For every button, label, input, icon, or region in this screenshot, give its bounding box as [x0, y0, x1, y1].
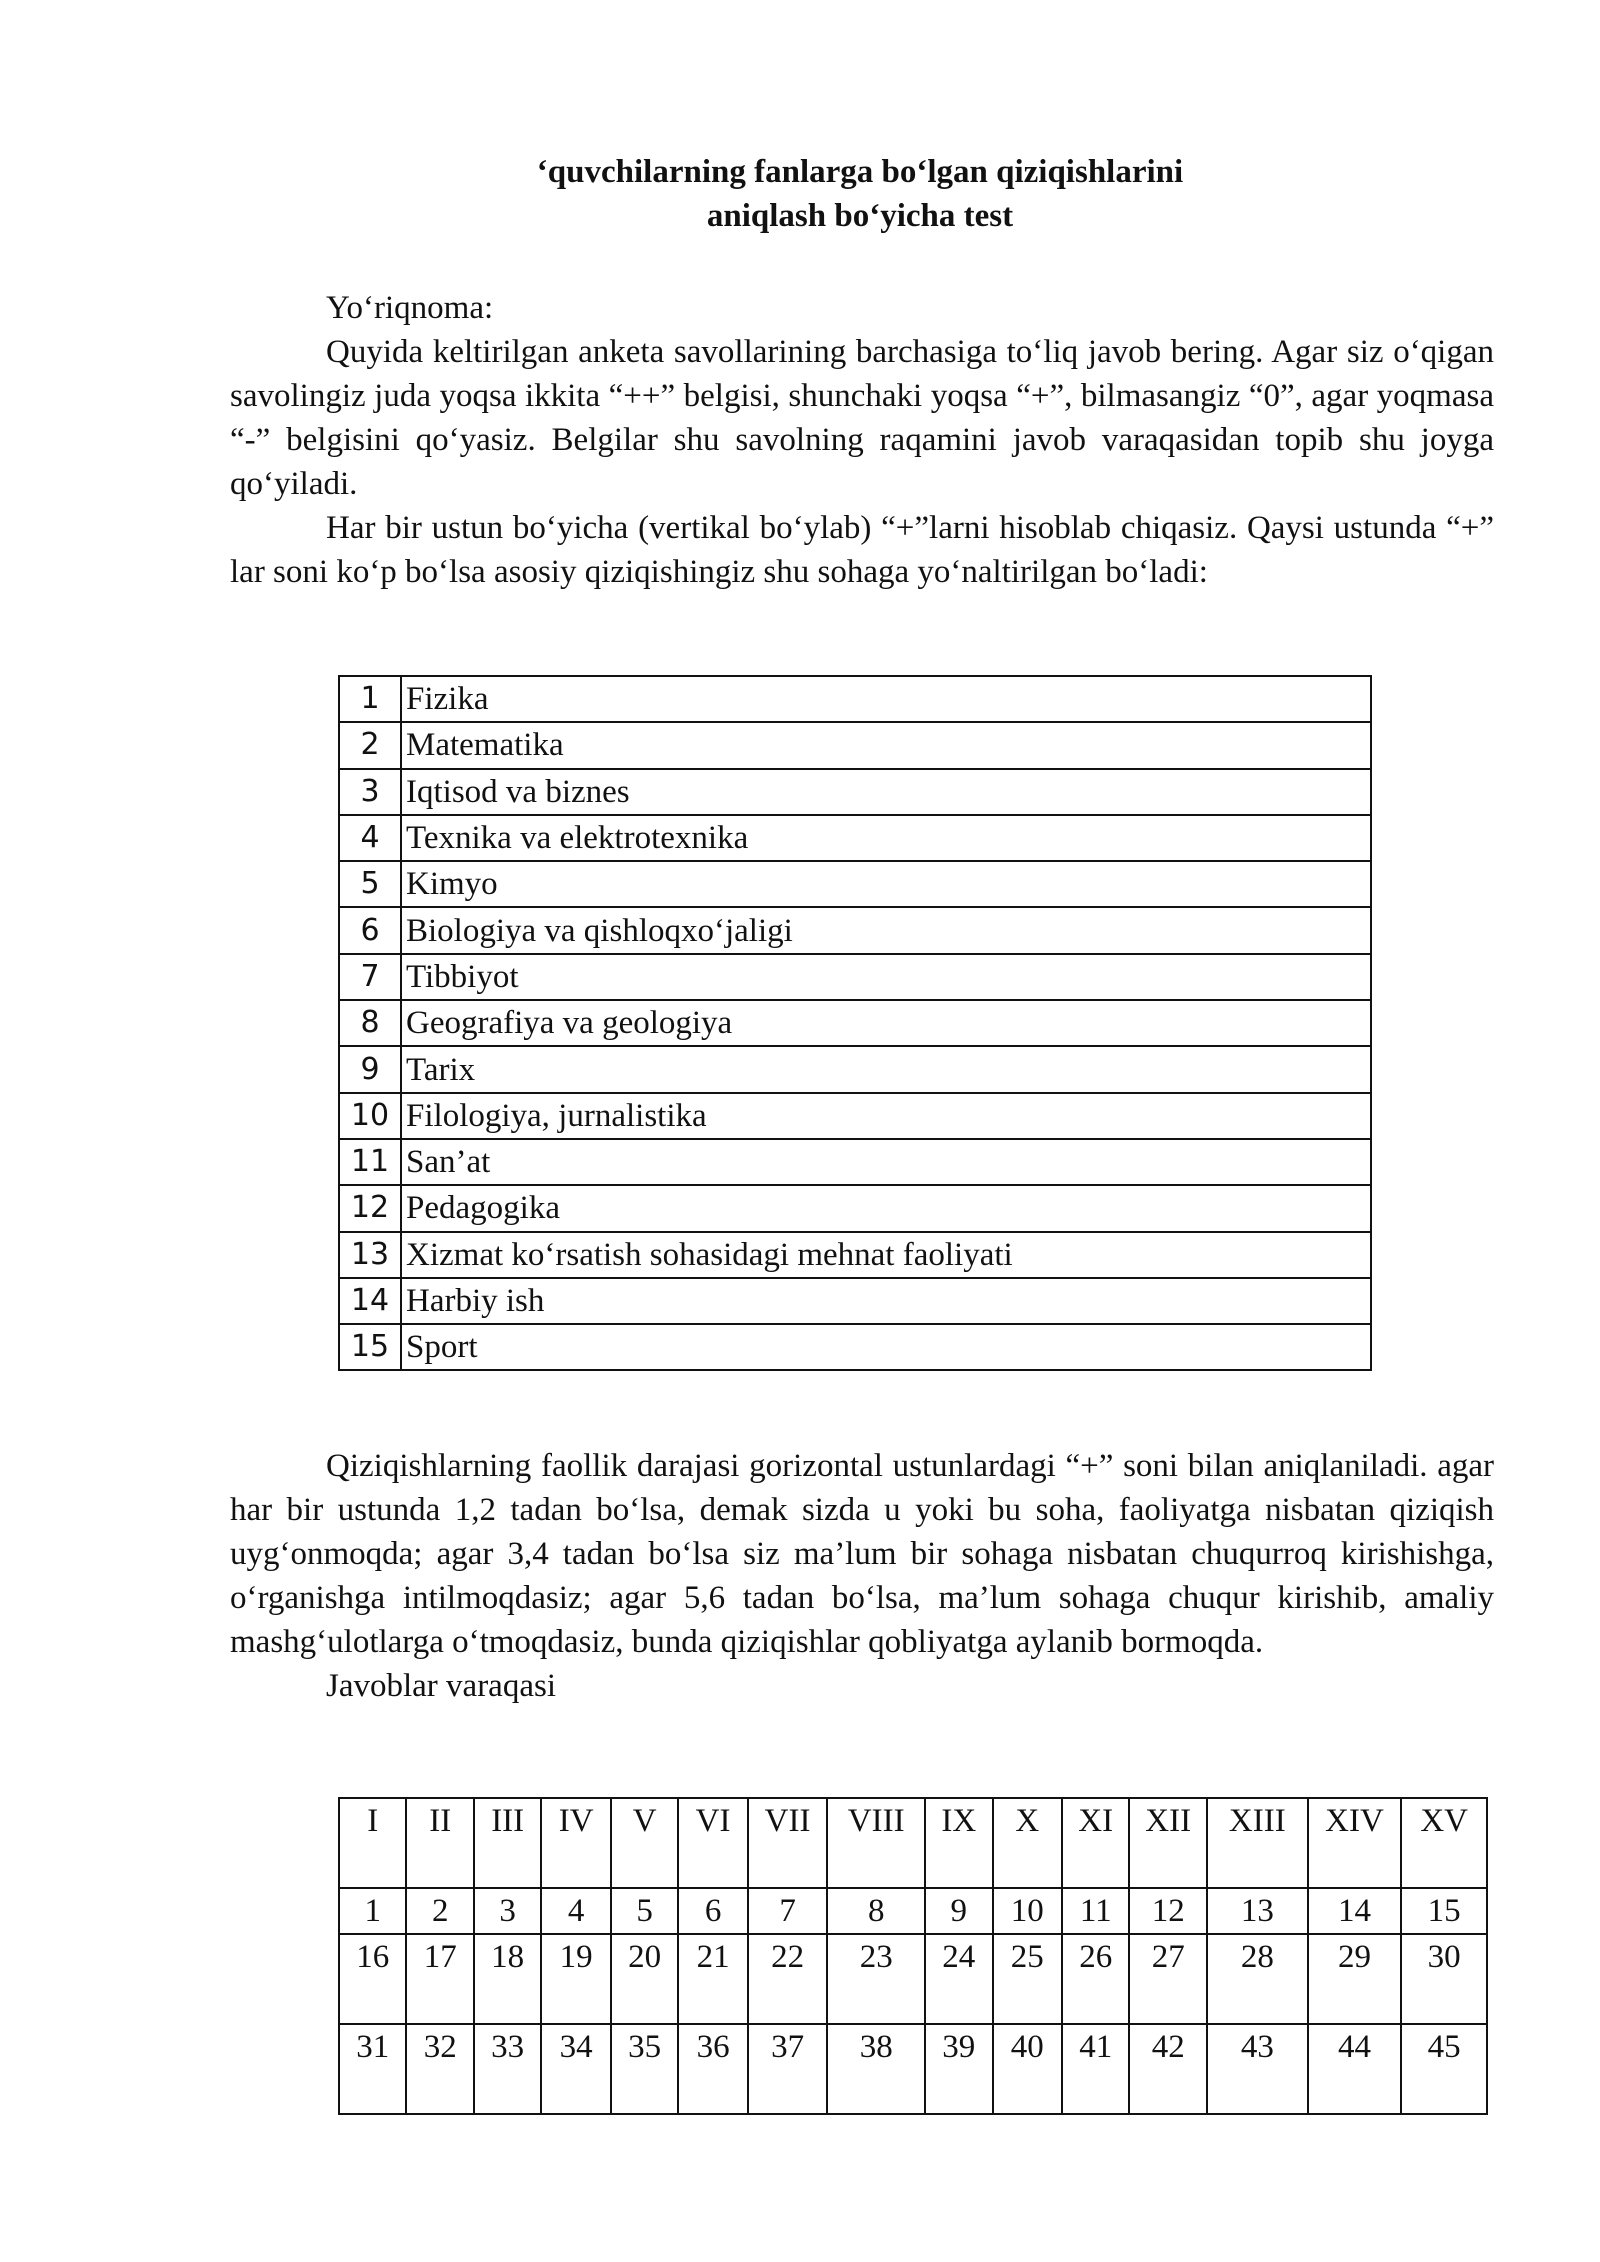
subject-number: 5 — [339, 861, 401, 907]
answer-cell: 1 — [339, 1888, 406, 1934]
column-header: X — [993, 1798, 1062, 1888]
column-header: VII — [748, 1798, 828, 1888]
column-header: XII — [1129, 1798, 1207, 1888]
subject-name: Harbiy ish — [401, 1278, 1371, 1324]
answer-sheet-label: Javoblar varaqasi — [326, 1668, 556, 1704]
instructions-paragraph-2: Har bir ustun bo‘yicha (vertikal bo‘ylab) “+”larni hisoblab chiqasiz. Qaysi ustunda “+” lar soni ko‘p bo‘lsa asosiy qiziqishingiz shu sohaga yo‘naltirilgan bo‘ladi: — [230, 510, 1494, 590]
answer-cell: 4 — [541, 1888, 610, 1934]
subject-number: 10 — [339, 1093, 401, 1139]
column-header: XI — [1062, 1798, 1129, 1888]
instructions-paragraph-1: Quyida keltirilgan anketa savollarining barchasiga to‘liq javob bering. Agar siz o‘qigan savolingiz juda yoqsa ikkita “++” belgisi, shunchaki yoqsa “+”, bilmasangiz “0”, agar yoqmasa “-” belgisini qo‘yasiz. Belgilar shu savolning raqamini javob varaqasidan topib shu joyga qo‘yiladi. — [230, 334, 1494, 502]
subject-number: 7 — [339, 954, 401, 1000]
answer-cell: 14 — [1308, 1888, 1402, 1934]
answer-cell: 21 — [678, 1934, 747, 2024]
answer-cell: 34 — [541, 2024, 610, 2114]
table-row — [339, 1139, 1371, 1185]
subject-name: Matematika — [401, 722, 1371, 768]
instructions-heading: Yo‘riqnoma: — [326, 290, 494, 326]
answer-cell: 12 — [1129, 1888, 1207, 1934]
answer-cell: 44 — [1308, 2024, 1402, 2114]
subject-name: Iqtisod va biznes — [401, 769, 1371, 815]
subject-number: 12 — [339, 1185, 401, 1231]
table-row — [339, 676, 1371, 722]
answer-cell: 24 — [925, 1934, 992, 2024]
answer-cell: 33 — [474, 2024, 541, 2114]
answer-cell: 11 — [1062, 1888, 1129, 1934]
answer-cell: 8 — [827, 1888, 925, 1934]
column-header: XIV — [1308, 1798, 1402, 1888]
table-row — [339, 1000, 1371, 1046]
subject-number: 8 — [339, 1000, 401, 1046]
column-header: V — [611, 1798, 678, 1888]
table-row — [339, 1278, 1371, 1324]
answer-cell: 26 — [1062, 1934, 1129, 2024]
answer-cell: 31 — [339, 2024, 406, 2114]
title-line-1: ‘quvchilarning fanlarga bo‘lgan qiziqishlarini — [536, 154, 1184, 190]
subject-name: Filologiya, jurnalistika — [401, 1093, 1371, 1139]
table-row — [339, 1888, 1487, 1934]
table-row — [339, 2024, 1487, 2114]
answer-cell: 22 — [748, 1934, 828, 2024]
subject-name: Tibbiyot — [401, 954, 1371, 1000]
answer-sheet-table — [338, 1797, 1488, 2115]
answer-cell: 36 — [678, 2024, 747, 2114]
table-row — [339, 815, 1371, 861]
answer-cell: 7 — [748, 1888, 828, 1934]
answer-cell: 17 — [406, 1934, 473, 2024]
answer-cell: 39 — [925, 2024, 992, 2114]
answer-cell: 30 — [1401, 1934, 1487, 2024]
table-row — [339, 954, 1371, 1000]
subject-name: San’at — [401, 1139, 1371, 1185]
subject-name: Pedagogika — [401, 1185, 1371, 1231]
answer-cell: 40 — [993, 2024, 1062, 2114]
subject-number: 15 — [339, 1324, 401, 1370]
answer-cell: 29 — [1308, 1934, 1402, 2024]
subject-number: 14 — [339, 1278, 401, 1324]
answer-cell: 6 — [678, 1888, 747, 1934]
answer-cell: 10 — [993, 1888, 1062, 1934]
column-header: XV — [1401, 1798, 1487, 1888]
answer-cell: 41 — [1062, 2024, 1129, 2114]
answer-cell: 18 — [474, 1934, 541, 2024]
subject-number: 6 — [339, 907, 401, 953]
answer-cell: 5 — [611, 1888, 678, 1934]
subject-name: Kimyo — [401, 861, 1371, 907]
table-row — [339, 1046, 1371, 1092]
table-row — [339, 1324, 1371, 1370]
table-row — [339, 1093, 1371, 1139]
explanation-section — [230, 1444, 1494, 1708]
subject-number: 2 — [339, 722, 401, 768]
subject-name: Tarix — [401, 1046, 1371, 1092]
subject-number: 9 — [339, 1046, 401, 1092]
column-header: VIII — [827, 1798, 925, 1888]
table-row — [339, 1185, 1371, 1231]
column-header: VI — [678, 1798, 747, 1888]
answer-cell: 32 — [406, 2024, 473, 2114]
answer-cell: 37 — [748, 2024, 828, 2114]
table-row — [339, 769, 1371, 815]
subject-name: Xizmat ko‘rsatish sohasidagi mehnat faoliyati — [401, 1232, 1371, 1278]
answer-cell: 45 — [1401, 2024, 1487, 2114]
column-header: I — [339, 1798, 406, 1888]
answer-cell: 23 — [827, 1934, 925, 2024]
subject-number: 13 — [339, 1232, 401, 1278]
table-row — [339, 907, 1371, 953]
subject-number: 11 — [339, 1139, 401, 1185]
subject-name: Fizika — [401, 676, 1371, 722]
table-row — [339, 722, 1371, 768]
answer-cell: 38 — [827, 2024, 925, 2114]
answer-cell: 15 — [1401, 1888, 1487, 1934]
subject-name: Texnika va elektrotexnika — [401, 815, 1371, 861]
answer-cell: 25 — [993, 1934, 1062, 2024]
explanation-paragraph: Qiziqishlarning faollik darajasi gorizontal ustunlardagi “+” soni bilan aniqlaniladi. agar har bir ustunda 1,2 tadan bo‘lsa, demak sizda u yoki bu soha, faoliyatga nisbatan qiziqish uyg‘onmoqda; agar 3,4 tadan bo‘lsa siz ma’lum bir sohaga nisbatan chuqurroq kirishishga, o‘rganishga intilmoqdasiz; agar 5,6 tadan bo‘lsa, ma’lum sohaga chuqur kirishib, amaliy mashg‘ulotlarga o‘tmoqdasiz, bunda qiziqishlar qobliyatga aylanib bormoqda. — [230, 1448, 1494, 1660]
answer-cell: 43 — [1207, 2024, 1308, 2114]
answer-cell: 35 — [611, 2024, 678, 2114]
subject-number: 1 — [339, 676, 401, 722]
answer-cell: 9 — [925, 1888, 992, 1934]
answer-cell: 20 — [611, 1934, 678, 2024]
column-header: IX — [925, 1798, 992, 1888]
answer-cell: 42 — [1129, 2024, 1207, 2114]
subject-name: Sport — [401, 1324, 1371, 1370]
answer-cell: 16 — [339, 1934, 406, 2024]
subject-number: 4 — [339, 815, 401, 861]
subject-number: 3 — [339, 769, 401, 815]
answer-cell: 3 — [474, 1888, 541, 1934]
answer-cell: 2 — [406, 1888, 473, 1934]
instructions — [230, 286, 1494, 594]
column-header: III — [474, 1798, 541, 1888]
answer-cell: 28 — [1207, 1934, 1308, 2024]
subject-name: Geografiya va geologiya — [401, 1000, 1371, 1046]
answer-cell: 13 — [1207, 1888, 1308, 1934]
title-line-2: aniqlash bo‘yicha test — [706, 198, 1014, 234]
subject-name: Biologiya va qishloqxo‘jaligi — [401, 907, 1371, 953]
column-header: XIII — [1207, 1798, 1308, 1888]
header-row — [339, 1798, 1487, 1888]
table-row — [339, 1232, 1371, 1278]
document-title — [230, 150, 1490, 238]
table-row — [339, 861, 1371, 907]
column-header: II — [406, 1798, 473, 1888]
column-header: IV — [541, 1798, 610, 1888]
answer-cell: 19 — [541, 1934, 610, 2024]
subjects-table — [338, 675, 1372, 1371]
answer-cell: 27 — [1129, 1934, 1207, 2024]
table-row — [339, 1934, 1487, 2024]
